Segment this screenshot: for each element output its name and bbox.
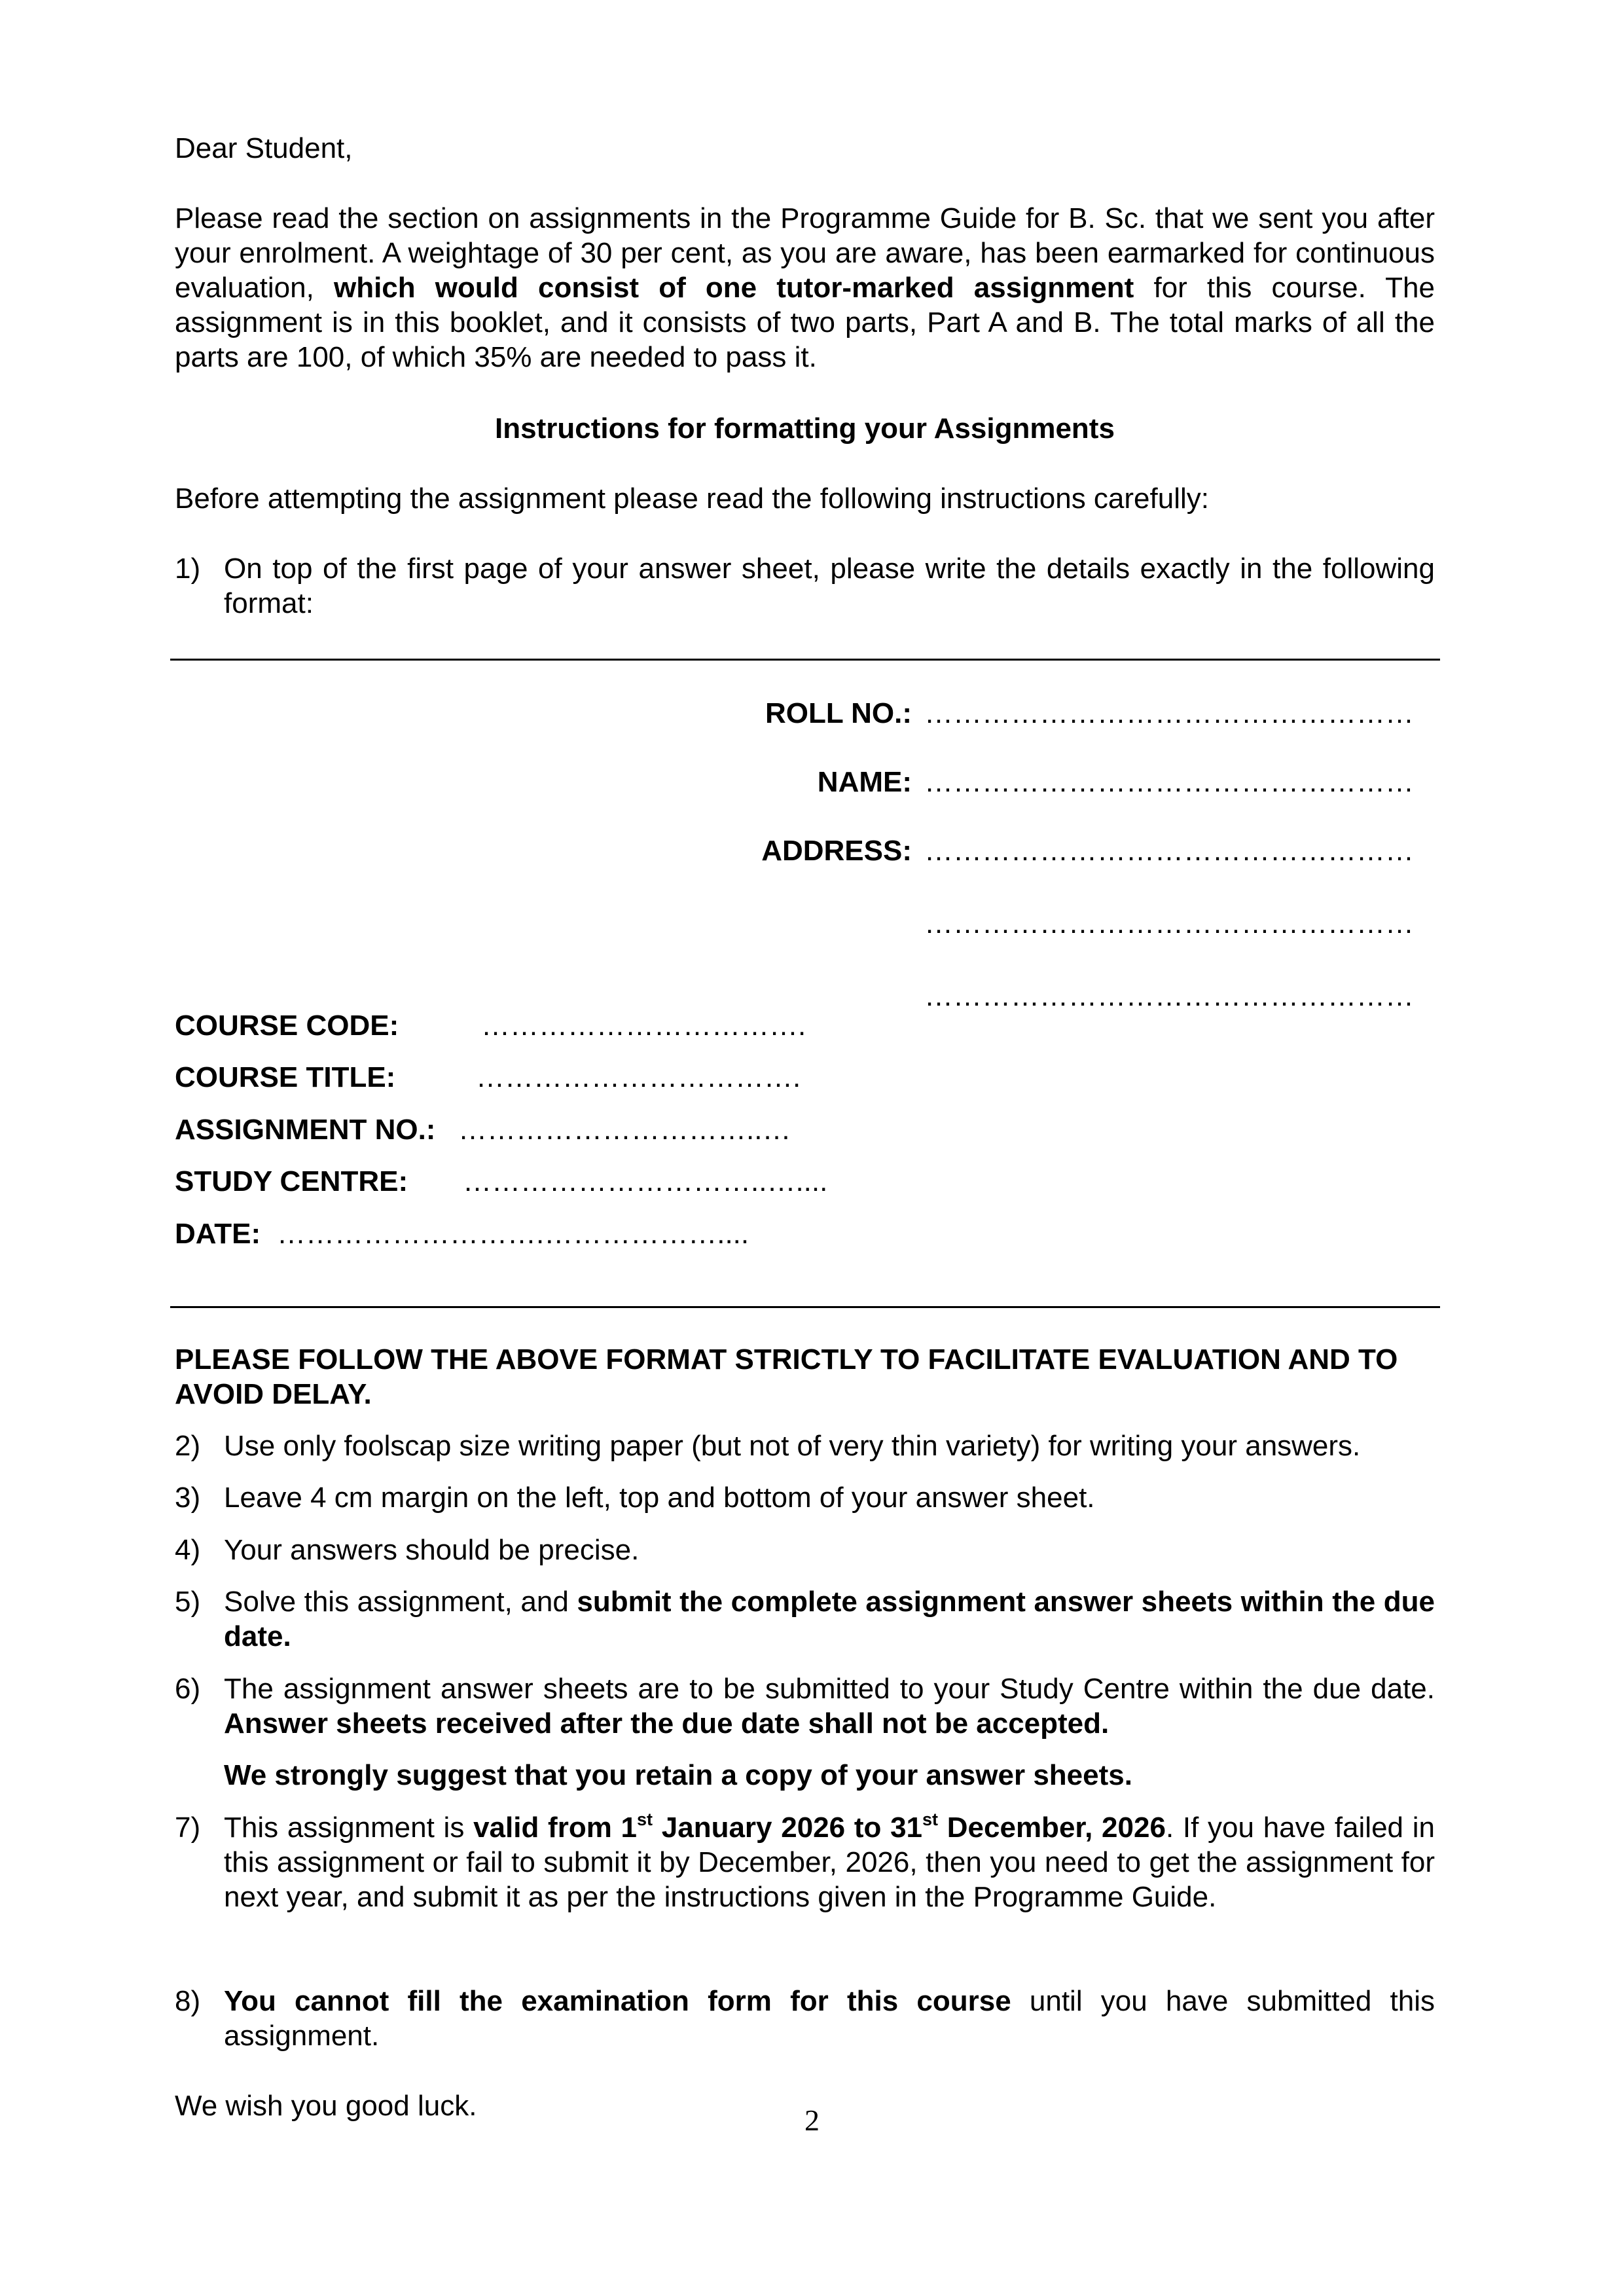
item-number: 6)	[175, 1673, 201, 1705]
item-text: Use only foolscap size writing paper (but not of very thin variety) for writing your answers.	[224, 1430, 1361, 1462]
item-text-rest: . If you have failed in this assignment or fail to submit it by December, 2026, then you need to get the assignment for next year, and submit it as per the instructions given in the Programme Guide.	[224, 1812, 1435, 1913]
date-label: DATE:	[175, 1218, 261, 1250]
item-text-bold: submit the complete assignment answer sheets within the due date.	[224, 1586, 1435, 1652]
before-text: Before attempting the assignment please read the following instructions carefully:	[175, 483, 1209, 515]
address-dots: ……………………………………………	[924, 835, 1414, 867]
course-title-dots: …………………………….	[476, 1061, 801, 1093]
ordinal-suffix: st	[922, 1810, 939, 1830]
intro-paragraph	[175, 201, 1435, 374]
item-text	[224, 1984, 1435, 2053]
name-dots: ……………………………………………	[924, 766, 1414, 798]
item-text-normal: until you have submitted this assignment.	[224, 1985, 1435, 2052]
item-number: 1)	[175, 553, 201, 585]
item-text-bold: Answer sheets received after the due date shall not be accepted.	[224, 1707, 1110, 1740]
study-centre-dots: …………………………..…....	[463, 1165, 828, 1197]
item-text-normal: This assignment is	[224, 1812, 465, 1844]
retain-copy-note: We strongly suggest that you retain a copy of your answer sheets.	[224, 1759, 1132, 1791]
item-number: 8)	[175, 1985, 201, 2017]
greeting: Dear Student,	[175, 132, 353, 164]
validity-dates	[473, 1812, 1166, 1844]
list-item-7	[175, 1810, 1435, 1914]
divider-top	[170, 659, 1440, 661]
item-number: 4)	[175, 1534, 201, 1566]
address-label: ADDRESS:	[761, 835, 912, 867]
item-text-bold: You cannot fill the examination form for this course	[224, 1985, 1011, 2017]
item-text	[224, 1584, 1435, 1654]
item-number: 3)	[175, 1482, 201, 1514]
validity-to: January 2026 to 31	[661, 1812, 923, 1844]
name-label: NAME:	[817, 766, 912, 798]
roll-no-label: ROLL NO.:	[765, 697, 912, 729]
divider-bottom	[170, 1306, 1440, 1308]
item-number: 2)	[175, 1430, 201, 1462]
closing: We wish you good luck.	[175, 2090, 477, 2122]
list-item-4	[175, 1533, 1435, 1567]
section-heading: Instructions for formatting your Assignments	[495, 412, 1115, 445]
intro-text: Please read the section on assignments in the Programme Guide for B. Sc. that we sent you after your enrolment. A weightage of 30 per cent, as you are aware, has been earmarked for continuous evaluation,	[175, 202, 1435, 304]
roll-no-dots: ……………………………………………	[924, 697, 1414, 729]
list-item-6	[175, 1671, 1435, 1793]
intro-text-end: for this course. The assignment is in this booklet, and it consists of two parts, Part A and B. The total marks of all the parts are 100, of which 35% are needed to pass it.	[175, 272, 1435, 373]
course-title-label: COURSE TITLE:	[175, 1061, 396, 1093]
list-item-5	[175, 1584, 1435, 1654]
item-text	[224, 1671, 1435, 1741]
study-centre-label: STUDY CENTRE:	[175, 1165, 408, 1197]
item-number: 5)	[175, 1586, 201, 1618]
course-code-dots: …………………………….	[481, 1010, 806, 1042]
validity-from: valid from 1	[473, 1812, 638, 1844]
item-number: 7)	[175, 1812, 201, 1844]
address-dots: ……………………………………………	[924, 907, 1414, 939]
item-text: Leave 4 cm margin on the left, top and bottom of your answer sheet.	[224, 1482, 1095, 1514]
assignment-no-label: ASSIGNMENT NO.:	[175, 1114, 436, 1146]
item-text: Your answers should be precise.	[224, 1534, 640, 1566]
page-number: 2	[804, 2104, 820, 2137]
item-text: On top of the first page of your answer sheet, please write the details exactly in the following format:	[224, 553, 1435, 619]
address-dots: ……………………………………………	[924, 980, 1414, 1012]
list-item-8	[175, 1984, 1435, 2053]
list-item-3	[175, 1480, 1435, 1515]
item-text	[224, 1810, 1435, 1914]
strict-note: PLEASE FOLLOW THE ABOVE FORMAT STRICTLY TO FACILITATE EVALUATION AND TO AVOID DELAY.	[175, 1343, 1398, 1410]
item-text-normal: The assignment answer sheets are to be submitted to your Study Centre within the due date.	[224, 1673, 1435, 1705]
intro-bold: which would consist of one tutor-marked assignment	[333, 272, 1134, 304]
list-item-1	[175, 551, 1435, 621]
ordinal-suffix: st	[637, 1810, 653, 1830]
assignment-no-dots: …………………………..…	[458, 1114, 791, 1146]
list-item-2	[175, 1429, 1435, 1463]
course-code-label: COURSE CODE:	[175, 1010, 399, 1042]
date-dots: ……………………….………………....	[277, 1218, 749, 1250]
item-text-normal: Solve this assignment, and	[224, 1586, 569, 1618]
validity-end: December, 2026	[947, 1812, 1166, 1844]
